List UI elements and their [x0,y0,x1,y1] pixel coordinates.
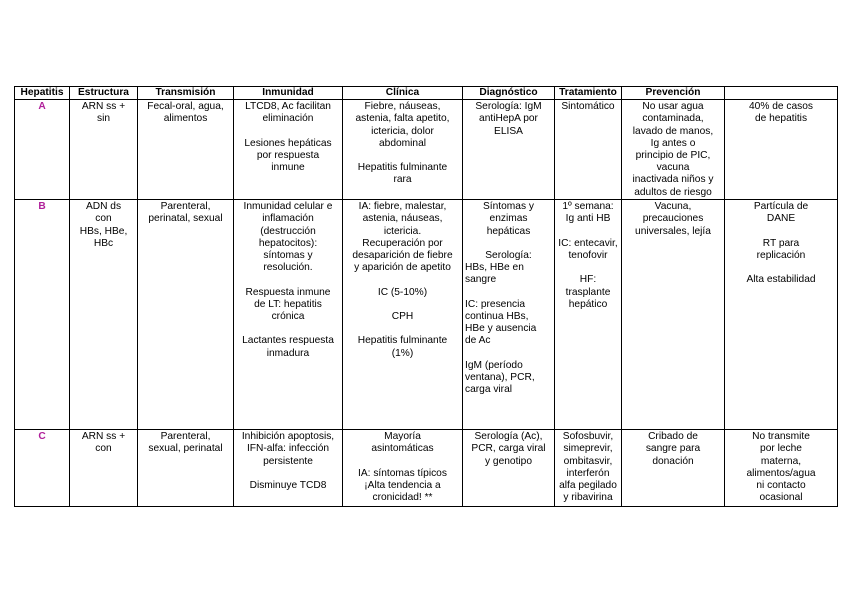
inmunidad-text: Inmunidad celular e inflamación (destrucción hepatocitos): síntomas y resolución. [243,201,333,274]
header-hepatitis: Hepatitis [15,87,70,100]
estructura-text: ARN ss + sin [81,101,126,125]
diagnostico-text: Serología: [485,250,532,261]
diagnostico-cell [463,200,555,430]
diagnostico-cell [463,430,555,507]
inmunidad-text: Inhibición apoptosis, IFN-alfa: infección persistente [241,431,335,467]
inmunidad-text: Lactantes respuesta inmadura [242,335,334,359]
diagnostico-text: HBs, HBe en sangre [465,262,524,286]
clinica-text: CPH [391,311,414,322]
diagnostico-text: IgM (período ventana), PCR, carga viral [465,359,535,396]
header-tratamiento: Tratamiento [555,87,622,100]
prevencion-cell [622,100,725,200]
header-transmision: Transmisión [138,87,234,100]
estructura-cell [70,100,138,200]
header-inmunidad: Inmunidad [234,87,343,100]
table-row-hepatitis-c [15,430,838,507]
diagnostico-text: IC: presencia continua HBs, HBe y ausencia de Ac [465,298,537,347]
diagnostico-text: Síntomas y enzimas hepáticas [483,201,534,237]
estructura-cell [70,430,138,507]
clinica-text: IA: fiebre, malestar, astenia, náuseas, ictericia. Recuperación por desaparición de fiebre y aparición de apetito [352,201,453,274]
diagnostico-text: Serología (Ac), PCR, carga viral y genotipo [471,431,546,467]
clinica-cell [343,430,463,507]
inmunidad-cell [234,100,343,200]
transmision-text: Parenteral, perinatal, sexual [148,201,223,225]
hepatitis-label: A [15,100,70,200]
clinica-cell [343,100,463,200]
tratamiento-cell [555,430,622,507]
clinica-text: IA: síntomas típicos ¡Alta tendencia a cronicidad! ** [358,467,447,504]
tratamiento-text: 1º semana: Ig anti HB [562,201,614,225]
inmunidad-text: Lesiones hepáticas por respuesta inmune [244,137,332,174]
clinica-cell [343,200,463,430]
inmunidad-text: LTCD8, Ac facilitan eliminación [245,101,331,125]
hepatitis-table [14,86,838,507]
transmision-cell [138,200,234,430]
otros-text: Alta estabilidad [746,274,816,286]
clinica-text: Hepatitis fulminante rara [357,162,448,186]
prevencion-text: Vacuna, precauciones universales, lejía [635,201,711,237]
estructura-text: ARN ss + con [81,431,126,455]
estructura-cell [70,200,138,430]
otros-text: RT para replicación [756,237,806,261]
tratamiento-text: IC: entecavir, tenofovir [558,237,618,261]
otros-cell [725,200,838,430]
prevencion-text: No usar agua contaminada, lavado de manos, Ig antes o principio de PIC, vacuna inactivada niños y adultos de riesgo [632,101,714,198]
tratamiento-text: Sofosbuvir, simeprevir, ombitasvir, interferón alfa pegilado y ribavirina [559,431,617,504]
clinica-text: Fiebre, náuseas, astenia, falta apetito, ictericia, dolor abdominal [355,101,450,149]
tratamiento-cell [555,100,622,200]
prevencion-text: Cribado de sangre para donación [645,431,701,467]
transmision-cell [138,100,234,200]
clinica-text: Hepatitis fulminante (1%) [357,335,448,359]
hepatitis-label: C [15,430,70,507]
inmunidad-text: Respuesta inmune de LT: hepatitis crónica [245,286,331,323]
inmunidad-text: Disminuye TCD8 [249,480,327,491]
header-diagnostico: Diagnóstico [463,87,555,100]
prevencion-cell [622,200,725,430]
transmision-text: Fecal-oral, agua, alimentos [147,101,224,125]
header-otros [725,87,838,100]
otros-text: 40% de casos de hepatitis [749,101,813,125]
diagnostico-cell [463,100,555,200]
header-clinica: Clínica [343,87,463,100]
hepatitis-label: B [15,200,70,430]
header-estructura: Estructura [70,87,138,100]
diagnostico-text: Serología: IgM antiHepA por ELISA [475,101,542,137]
transmision-text: Parenteral, sexual, perinatal [148,431,223,455]
otros-text: No transmite por leche materna, alimentos/agua ni contacto ocasional [746,431,816,504]
header-prevencion: Prevención [622,87,725,100]
otros-text: Partícula de DANE [753,201,809,225]
otros-cell [725,100,838,200]
tratamiento-cell [555,200,622,430]
header-row [15,87,838,100]
tratamiento-text: HF: trasplante hepático [565,274,611,310]
clinica-text: Mayoría asintomáticas [371,431,434,455]
prevencion-cell [622,430,725,507]
table-row-hepatitis-b [15,200,838,430]
inmunidad-cell [234,200,343,430]
tratamiento-text: Sintomático [561,101,615,113]
clinica-text: IC (5-10%) [377,286,428,298]
transmision-cell [138,430,234,507]
estructura-text: ADN ds con HBs, HBe, HBc [79,201,128,249]
table-row-hepatitis-a [15,100,838,200]
inmunidad-cell [234,430,343,507]
otros-cell [725,430,838,507]
